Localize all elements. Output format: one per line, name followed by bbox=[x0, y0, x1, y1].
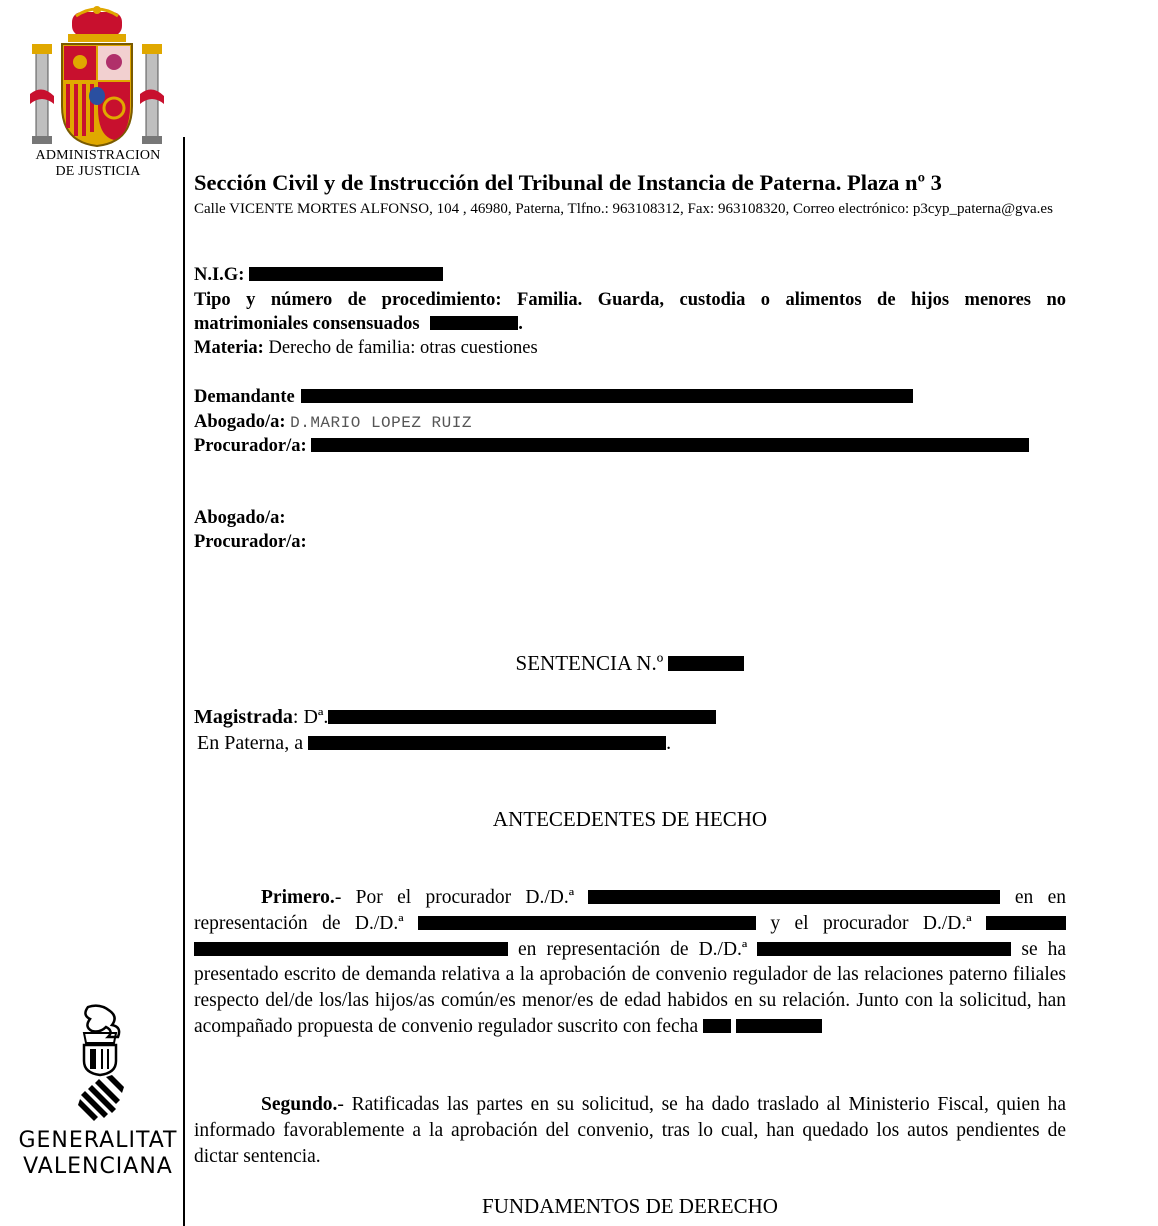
redacted-block bbox=[588, 890, 1000, 904]
fundamentos-heading: FUNDAMENTOS DE DERECHO bbox=[482, 1194, 778, 1218]
materia-line bbox=[194, 336, 538, 360]
redacted-block bbox=[308, 736, 666, 750]
redacted-block bbox=[311, 438, 1029, 452]
demandante-label: Demandante bbox=[194, 387, 295, 407]
segundo-label: Segundo. bbox=[261, 1094, 338, 1115]
generalitat-valenciana-logo bbox=[70, 1003, 128, 1123]
nig-line bbox=[194, 263, 443, 287]
nig-label: N.I.G: bbox=[194, 265, 245, 285]
redacted-block bbox=[986, 916, 1066, 930]
magistrada-line bbox=[194, 705, 716, 729]
redacted-block bbox=[757, 942, 1011, 956]
magistrada-prefix: : Dª. bbox=[292, 706, 329, 728]
demandante-line bbox=[194, 385, 913, 409]
redacted-block bbox=[301, 389, 913, 403]
redacted-block bbox=[668, 656, 744, 671]
segundo-paragraph: Segundo.- Ratificadas las partes en su solicitud, se ha dado traslado al Ministerio Fiscal, quien ha informado favorablemente a la aprobación del convenio, tras lo cual, han quedado los autos pendientes de dictar sentencia. bbox=[194, 1094, 1066, 1167]
place-date-line: En Paterna, a . bbox=[197, 732, 672, 754]
sentence-title: SENTENCIA N.º bbox=[194, 651, 1066, 676]
abogado-value: D.MARIO LOPEZ RUIZ bbox=[290, 414, 472, 432]
procedure-label-end: matrimoniales consensuados bbox=[194, 314, 420, 334]
procedure-line-2: matrimoniales consensuados . bbox=[194, 314, 523, 334]
procurador-label: Procurador/a: bbox=[194, 436, 307, 456]
redacted-block bbox=[194, 942, 508, 956]
court-title: Sección Civil y de Instrucción del Tribunal de Instancia de Paterna. Plaza nº 3 bbox=[194, 170, 942, 195]
abogado-line bbox=[194, 410, 472, 435]
procurador-2-label: Procurador/a: bbox=[194, 532, 307, 552]
abogado-label: Abogado/a: bbox=[194, 412, 286, 432]
abogado-2-label: Abogado/a: bbox=[194, 508, 286, 528]
materia-value: Derecho de familia: otras cuestiones bbox=[268, 338, 538, 358]
procedure-line-1: Tipo y número de procedimiento: Familia. Guarda, custodia o alimentos de hijos menores no bbox=[194, 290, 1066, 310]
place-prefix: En Paterna, a bbox=[197, 732, 304, 754]
coat-of-arms-logo bbox=[28, 4, 166, 152]
margin-divider bbox=[183, 137, 185, 1226]
redacted-block bbox=[418, 916, 756, 930]
court-address: Calle VICENTE MORTES ALFONSO, 104 , 46980, Paterna, Tlfno.: 963108312, Fax: 963108320, Correo electrónico: p3cyp_paterna@gva.es bbox=[194, 201, 1053, 217]
primero-paragraph: Primero.- Por el procurador D./D.ª en en representación de D./D.ª y el procurador D./D.ª en representación de D./D.ª se ha presentado escrito de demanda relativa a la aprobación de convenio regulador de las relaciones paterno filiales respecto del/de los/las hijos/as común/es menor/es de edad habidos en su relación. Junto con la solicitud, han acompañado propuesta de convenio regulador suscrito con fecha bbox=[194, 887, 1067, 1037]
primero-label: Primero. bbox=[261, 887, 335, 908]
redacted-block bbox=[430, 316, 518, 330]
redacted-block bbox=[249, 267, 443, 281]
generalitat-valenciana-label: GENERALITAT VALENCIANA bbox=[18, 1128, 178, 1179]
antecedentes-heading: ANTECEDENTES DE HECHO bbox=[492, 807, 768, 831]
materia-label: Materia: bbox=[194, 338, 264, 358]
redacted-block bbox=[328, 710, 716, 724]
redacted-block bbox=[736, 1019, 822, 1033]
redacted-block bbox=[703, 1019, 731, 1033]
magistrada-label: Magistrada bbox=[194, 706, 293, 728]
procurador-line bbox=[194, 434, 1029, 458]
administracion-justicia-label: ADMINISTRACION DE JUSTICIA bbox=[35, 148, 161, 179]
